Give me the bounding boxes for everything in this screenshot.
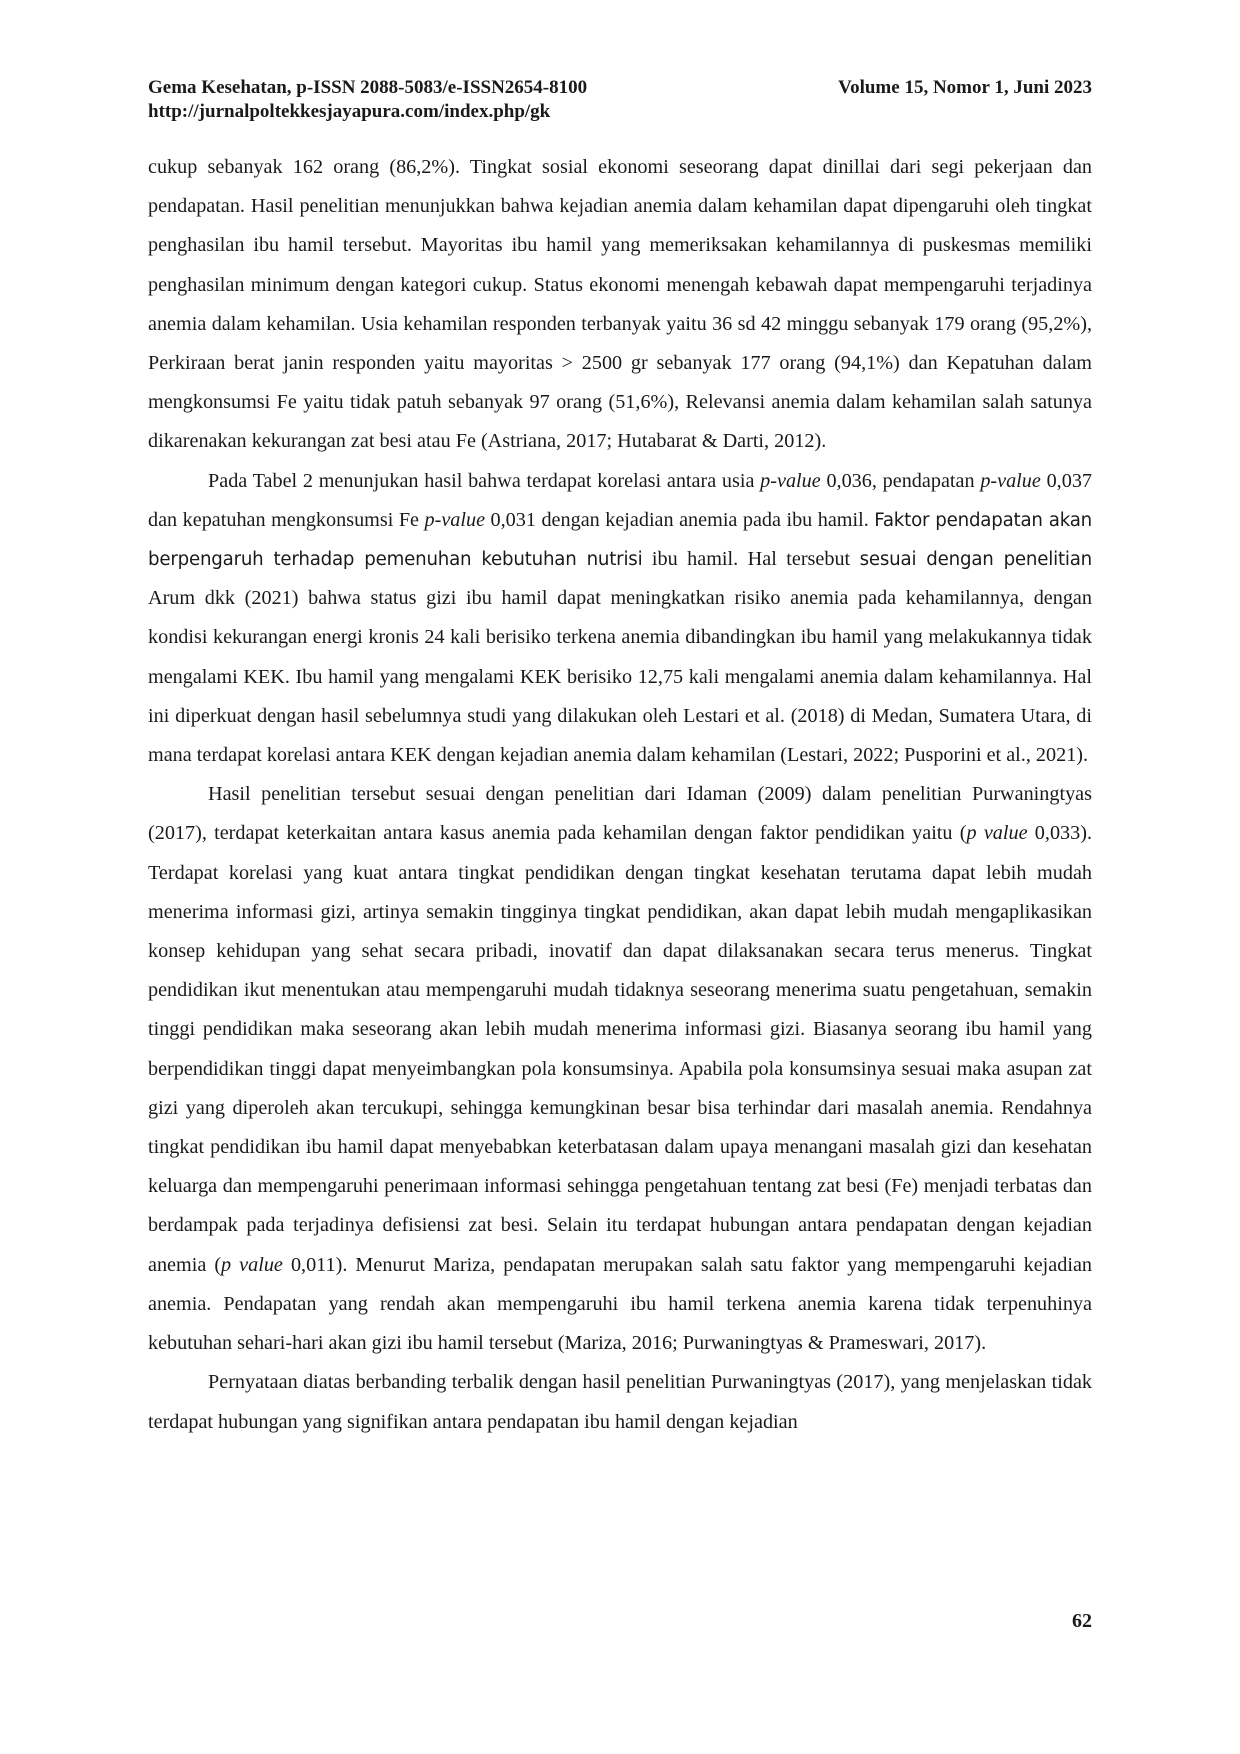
p2-text-b: 0,036, pendapatan — [820, 469, 981, 492]
p2-sans-phrase-2: sesuai dengan penelitian — [859, 549, 1092, 571]
p3-text-a: Hasil penelitian tersebut sesuai dengan penelitian dari Idaman (2009) dalam penelitian Purwaningtyas (2017), terdapat keterkaitan antara kasus anemia pada kehamilan dengan faktor pendidikan yaitu ( — [148, 783, 1092, 845]
p2-pvalue-1: p-value — [760, 469, 821, 492]
article-body — [148, 148, 1092, 1442]
journal-url[interactable] — [148, 100, 1092, 124]
p3-text-b: 0,033). Terdapat korelasi yang kuat antara tingkat pendidikan dengan tingkat kesehatan terutama dapat lebih mudah menerima informasi gizi, artinya semakin tingginya tingkat pendidikan, akan dapat lebih mudah mengaplikasikan konsep kehidupan yang sehat secara pribadi, inovatif dan dapat dilaksanakan secara terus menerus. Tingkat pendidikan ikut menentukan atau mempengaruhi mudah tidaknya seseorang menerima suatu pengetahuan, semakin tinggi pendidikan maka seseorang akan lebih mudah menerima informasi gizi. Biasanya seorang ibu hamil yang berpendidikan tinggi dapat menyeimbangkan pola konsumsinya. Apabila pola konsumsinya sesuai maka asupan zat gizi yang diperoleh akan tercukupi, sehingga kemungkinan besar bisa terhindar dari masalah anemia. Rendahnya tingkat pendidikan ibu hamil dapat menyebabkan keterbatasan dalam upaya menangani masalah gizi dan kesehatan keluarga dan mempengaruhi penerimaan informasi sehingga pengetahuan tentang zat besi (Fe) menjadi terbatas dan berdampak pada terjadinya defisiensi zat besi. Selain itu terdapat hubungan antara pendapatan dengan kejadian anemia ( — [148, 822, 1092, 1276]
p2-text-d: 0,031 dengan kejadian anemia pada ibu hamil. — [485, 508, 875, 531]
paragraph-2 — [148, 462, 1092, 776]
p2-text-c: 0,037 dan kepatuhan mengkonsumsi Fe — [148, 469, 1093, 531]
volume-info: Volume 15, Nomor 1, Juni 2023 — [838, 77, 1092, 98]
p3-pvalue-1: p value — [966, 822, 1028, 845]
p2-pvalue-2: p-value — [980, 469, 1041, 492]
p2-pvalue-3: p-value — [424, 508, 486, 531]
paragraph-4: Pernyataan diatas berbanding terbalik dengan hasil penelitian Purwaningtyas (2017), yang menjelaskan tidak terdapat hubungan yang signifikan antara pendapatan ibu hamil dengan kejadian — [148, 1371, 1092, 1433]
paragraph-3 — [148, 775, 1092, 1363]
p2-text-f: Arum dkk (2021) bahwa status gizi ibu hamil dapat meningkatkan risiko anemia pada kehamilannya, dengan kondisi kekurangan energi kronis 24 kali berisiko terkena anemia dibandingkan ibu hamil yang melakukannya tidak mengalami KEK. Ibu hamil yang mengalami KEK berisiko 12,75 kali mengalami anemia dalam kehamilannya. Hal ini diperkuat dengan hasil sebelumnya studi yang dilakukan oleh Lestari et al. (2018) di Medan, Sumatera Utara, di mana terdapat korelasi antara KEK dengan kejadian anemia dalam kehamilan (Lestari, 2022; Pusporini et al., 2021). — [148, 587, 1092, 767]
running-header — [148, 76, 1092, 100]
p3-text-c: 0,011). Menurut Mariza, pendapatan merupakan salah satu faktor yang mempengaruhi kejadian anemia. Pendapatan yang rendah akan mempengaruhi ibu hamil terkena anemia karena tidak terpenuhinya kebutuhan sehari-hari akan gizi ibu hamil tersebut (Mariza, 2016; Purwaningtyas & Prameswari, 2017). — [148, 1253, 1092, 1355]
page-number: 62 — [1072, 1610, 1092, 1632]
p2-sans-phrase-1: Faktor pendapatan akan berpengaruh terhadap pemenuhan kebutuhan nutrisi — [148, 509, 1092, 571]
p2-text-a: Pada Tabel 2 menunjukan hasil bahwa terdapat korelasi antara usia — [208, 469, 761, 492]
p2-text-e: ibu hamil. Hal tersebut — [642, 548, 860, 571]
journal-issn: Gema Kesehatan, p-ISSN 2088-5083/e-ISSN2654-8100 — [148, 77, 588, 98]
paragraph-1: cukup sebanyak 162 orang (86,2%). Tingkat sosial ekonomi seseorang dapat dinillai dari segi pekerjaan dan pendapatan. Hasil penelitian menunjukkan bahwa kejadian anemia dalam kehamilan dapat dipengaruhi oleh tingkat penghasilan ibu hamil tersebut. Mayoritas ibu hamil yang memeriksakan kehamilannya di puskesmas memiliki penghasilan minimum dengan kategori cukup. Status ekonomi menengah kebawah dapat mempengaruhi terjadinya anemia dalam kehamilan. Usia kehamilan responden terbanyak yaitu 36 sd 42 minggu sebanyak 179 orang (95,2%), Perkiraan berat janin responden yaitu mayoritas > 2500 gr sebanyak 177 orang (94,1%) dan Kepatuhan dalam mengkonsumsi Fe yaitu tidak patuh sebanyak 97 orang (51,6%), Relevansi anemia dalam kehamilan salah satunya dikarenakan kekurangan zat besi atau Fe (Astriana, 2017; Hutabarat & Darti, 2012). — [148, 156, 1092, 453]
p3-pvalue-2: p value — [221, 1253, 283, 1276]
journal-url-text[interactable]: http://jurnalpoltekkesjayapura.com/index.php/gk — [148, 101, 551, 122]
